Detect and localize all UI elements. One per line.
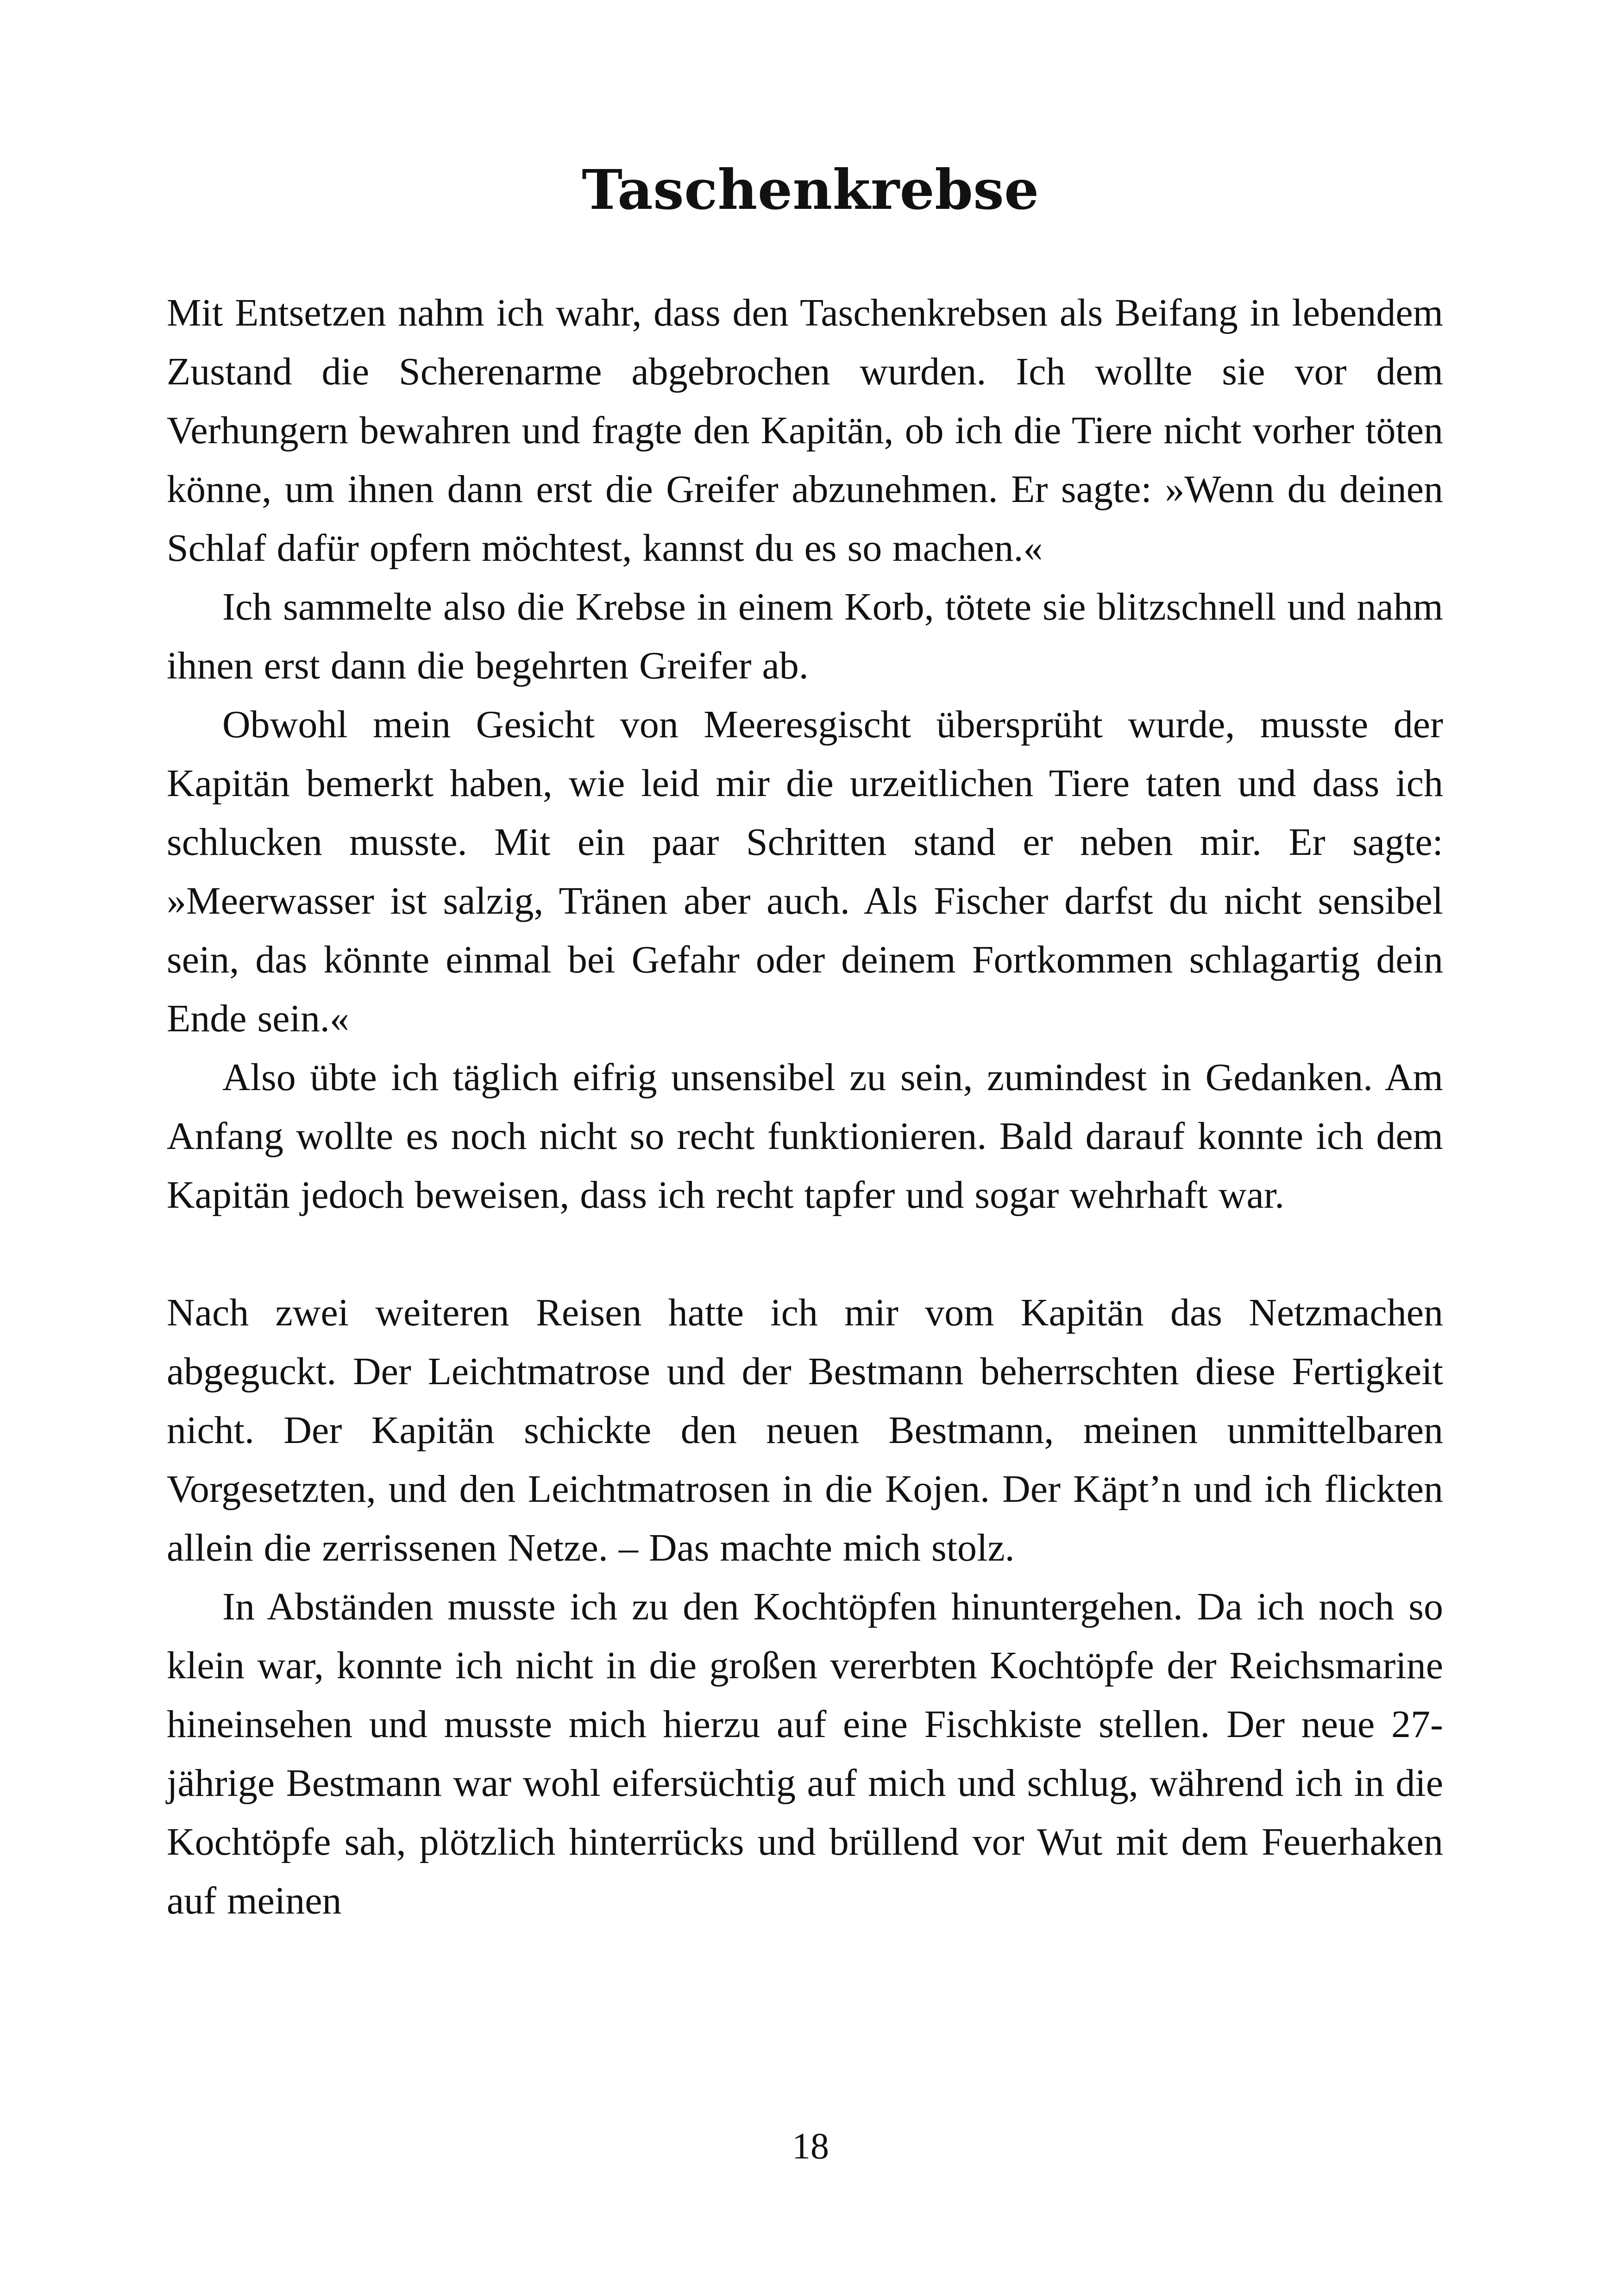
chapter-title: Taschenkrebse — [582, 157, 1039, 222]
paragraph: Mit Entsetzen nahm ich wahr, dass den Taschenkrebsen als Beifang in lebendem Zustand die Scherenarme abgebrochen wurden. Ich wollte sie vor dem Verhungern bewahren und fragte den Kapitän, ob ich die Tiere nicht vorher töten könne, um ihnen dann erst die Greifer abzunehmen. Er sagte: »Wenn du deinen Schlaf dafür opfern möchtest, kannst du es so machen.« — [167, 291, 1443, 570]
paragraph: In Abständen musste ich zu den Kochtöpfen hinuntergehen. Da ich noch so klein war, konnte ich nicht in die großen vererbten Kochtöpfe der Reichsmarine hineinsehen und musste mich hierzu auf eine Fischkiste stellen. Der neue 27-jährige Bestmann war wohl eifersüchtig auf mich und schlug, während ich in die Kochtöpfe sah, plötzlich hinterrücks und brüllend vor Wut mit dem Feuerhaken auf meinen — [167, 1585, 1443, 1922]
paragraph: Obwohl mein Gesicht von Meeresgischt übersprüht wurde, musste der Kapitän bemerkt haben, wie leid mir die urzeitlichen Tiere taten und dass ich schlucken musste. Mit ein paar Schritten stand er neben mir. Er sagte: »Meerwasser ist salzig, Tränen aber auch. Als Fischer darfst du nicht sensibel sein, das könnte einmal bei Gefahr oder deinem Fortkommen schlagartig dein Ende sein.« — [167, 703, 1443, 1040]
body-text — [167, 283, 1443, 1930]
paragraph: Ich sammelte also die Krebse in einem Korb, tötete sie blitzschnell und nahm ihnen erst dann die begehrten Greifer ab. — [167, 585, 1443, 687]
paragraph: Nach zwei weiteren Reisen hatte ich mir vom Kapitän das Netzmachen abgeguckt. Der Leichtmatrose und der Bestmann beherrschten diese Fertigkeit nicht. Der Kapitän schickte den neuen Bestmann, meinen unmittelbaren Vorgesetzten, und den Leichtmatrosen in die Kojen. Der Käpt’n und ich flickten allein die zerrissenen Netze. – Das machte mich stolz. — [167, 1291, 1443, 1569]
section-break — [167, 1224, 1443, 1283]
paragraph: Also übte ich täglich eifrig unsensibel zu sein, zumindest in Gedanken. Am Anfang wollte es noch nicht so recht funktionieren. Bald darauf konnte ich dem Kapitän jedoch beweisen, dass ich recht tapfer und sogar wehrhaft war. — [167, 1056, 1443, 1217]
page-number: 18 — [792, 2126, 829, 2167]
